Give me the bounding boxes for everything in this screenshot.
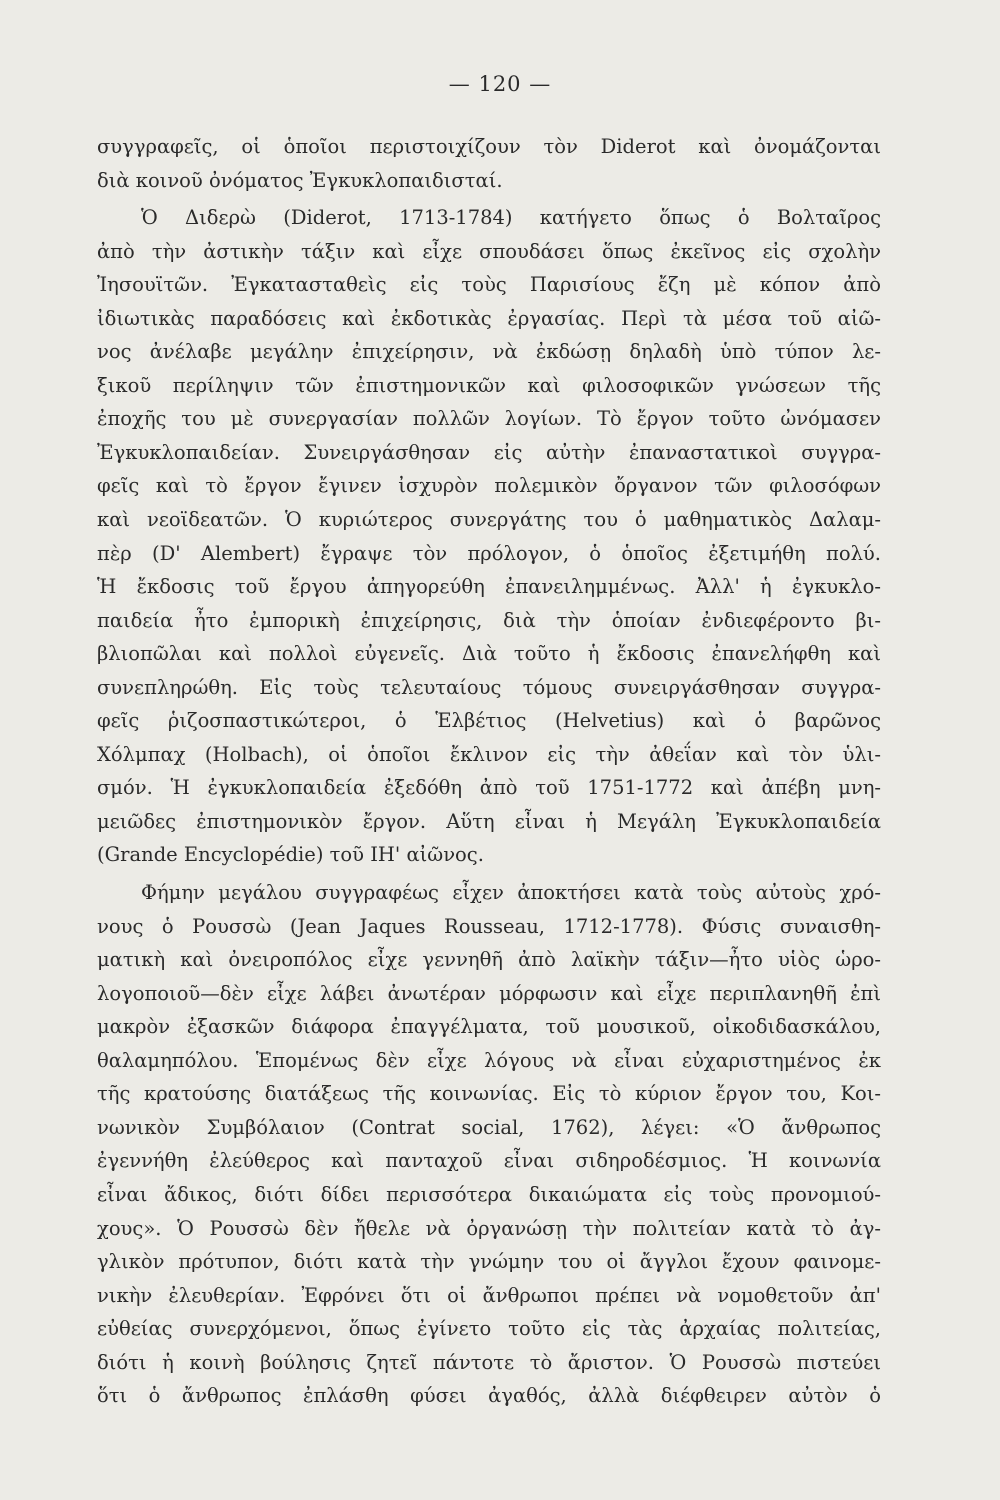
text-line: τῆς κρατούσης διατάξεως τῆς κοινωνίας. Εἰς τὸ κύριον ἔργον του, Κοι-: [97, 1082, 881, 1106]
text-line: Ὁ Διδερὼ (Diderot, 1713-1784) κατήγετο ὅπως ὁ Βολταῖρος: [141, 206, 881, 230]
text-line: γλικὸν πρότυπον, διότι κατὰ τὴν γνώμην του οἱ ἄγγλοι ἔχουν φαινομε-: [97, 1250, 881, 1274]
text-line: θαλαμηπόλου. Ἑπομένως δὲν εἶχε λόγους νὰ εἶναι εὐχαριστημένος ἐκ: [97, 1048, 881, 1072]
text-line: καὶ νεοϊδεατῶν. Ὁ κυριώτερος συνεργάτης του ὁ μαθηματικὸς Δαλαμ-: [97, 508, 881, 532]
paragraph-rousseau: [97, 876, 881, 1413]
text-line: ἀπὸ τὴν ἀστικὴν τάξιν καὶ εἶχε σπουδάσει ὅπως ἐκεῖνος εἰς σχολὴν: [97, 239, 881, 263]
text-line: μειῶδες ἐπιστημονικὸν ἔργον. Αὕτη εἶναι ἡ Μεγάλη Ἐγκυκλοπαιδεία: [97, 809, 881, 833]
text-line: πὲρ (D' Alembert) ἔγραψε τὸν πρόλογον, ὁ ὁποῖος ἐξετιμήθη πολύ.: [97, 541, 881, 565]
text-line: διὰ κοινοῦ ὀνόματος Ἐγκυκλοπαιδισταί.: [97, 168, 503, 192]
text-line: εὐθείας συνερχόμενοι, ὅπως ἐγίνετο τοῦτο εἰς τὰς ἀρχαίας πολιτείας,: [97, 1317, 881, 1341]
text-line: Χόλμπαχ (Holbach), οἱ ὁποῖοι ἔκλινον εἰς τὴν ἀθεΐαν καὶ τὸν ὑλι-: [97, 742, 881, 766]
text-line: λογοποιοῦ—δὲν εἶχε λάβει ἀνωτέραν μόρφωσιν καὶ εἶχε περιπλανηθῆ ἐπὶ: [97, 981, 881, 1005]
text-line: Ἡ ἔκδοσις τοῦ ἔργου ἀπηγορεύθη ἐπανειλημμένως. Ἀλλ' ἡ ἐγκυκλο-: [97, 575, 881, 599]
text-line: ἰδιωτικὰς παραδόσεις καὶ ἐκδοτικὰς ἐργασίας. Περὶ τὰ μέσα τοῦ αἰῶ-: [97, 306, 881, 330]
text-line: νωνικὸν Συμβόλαιον (Contrat social, 1762), λέγει: «Ὁ ἄνθρωπος: [97, 1115, 881, 1139]
page-number: — 120 —: [448, 72, 552, 96]
text-line: (Grande Encyclopédie) τοῦ ΙΗ' αἰῶνος.: [97, 843, 484, 867]
text-line: νικὴν ἐλευθερίαν. Ἐφρόνει ὅτι οἱ ἄνθρωποι πρέπει νὰ νομοθετοῦν ἀπ': [97, 1283, 881, 1307]
text-line: φεῖς καὶ τὸ ἔργον ἔγινεν ἰσχυρὸν πολεμικὸν ὄργανον τῶν φιλοσόφων: [97, 474, 881, 498]
text-line: διότι ἡ κοινὴ βούλησις ζητεῖ πάντοτε τὸ ἄριστον. Ὁ Ρουσσὼ πιστεύει: [97, 1350, 881, 1374]
text-line: Ἰησουϊτῶν. Ἐγκατασταθεὶς εἰς τοὺς Παρισίους ἔζη μὲ κόπον ἀπὸ: [97, 273, 881, 297]
text-line: σμόν. Ἡ ἐγκυκλοπαιδεία ἐξεδόθη ἀπὸ τοῦ 1751-1772 καὶ ἀπέβη μνη-: [97, 776, 881, 800]
text-line: Ἐγκυκλοπαιδείαν. Συνειργάσθησαν εἰς αὐτὴν ἐπαναστατικοὶ συγγρα-: [97, 440, 881, 464]
text-line: νος ἀνέλαβε μεγάλην ἐπιχείρησιν, νὰ ἐκδώσῃ δηλαδὴ ὑπὸ τύπον λε-: [97, 340, 881, 364]
text-line: βλιοπῶλαι καὶ πολλοὶ εὐγενεῖς. Διὰ τοῦτο ἡ ἔκδοσις ἐπανελήφθη καὶ: [97, 642, 881, 666]
text-line: Φήμην μεγάλου συγγραφέως εἶχεν ἀποκτήσει κατὰ τοὺς αὐτοὺς χρό-: [141, 881, 881, 905]
text-line: συνεπληρώθη. Εἰς τοὺς τελευταίους τόμους συνειργάσθησαν συγγρα-: [97, 675, 881, 699]
text-line: νους ὁ Ρουσσὼ (Jean Jaques Rousseau, 1712-1778). Φύσις συναισθη-: [97, 914, 881, 938]
text-line: ἐγεννήθη ἐλεύθερος καὶ πανταχοῦ εἶναι σιδηροδέσμιος. Ἡ κοινωνία: [97, 1149, 881, 1173]
body-text: [97, 130, 881, 1413]
text-line: συγγραφεῖς, οἱ ὁποῖοι περιστοιχίζουν τὸν Diderot καὶ ὀνομάζονται: [97, 135, 881, 158]
text-line: ὅτι ὁ ἄνθρωπος ἐπλάσθη φύσει ἀγαθός, ἀλλὰ διέφθειρεν αὐτὸν ὁ: [97, 1384, 881, 1408]
text-line: μακρὸν ἐξασκῶν διάφορα ἐπαγγέλματα, τοῦ μουσικοῦ, οἰκοδιδασκάλου,: [97, 1015, 881, 1039]
text-line: χους». Ὁ Ρουσσὼ δὲν ἤθελε νὰ ὀργανώσῃ τὴν πολιτείαν κατὰ τὸ ἀγ-: [97, 1216, 881, 1240]
paragraph-encyclopedists-intro: [97, 130, 881, 197]
paragraph-diderot: [97, 201, 881, 872]
text-line: εἶναι ἄδικος, διότι δίδει περισσότερα δικαιώματα εἰς τοὺς προνομιού-: [97, 1182, 881, 1206]
text-line: ἐποχῆς του μὲ συνεργασίαν πολλῶν λογίων. Τὸ ἔργον τοῦτο ὠνόμασεν: [97, 407, 881, 431]
text-line: ματικὴ καὶ ὀνειροπόλος εἶχε γεννηθῆ ἀπὸ λαϊκὴν τάξιν—ἦτο υἱὸς ὡρο-: [97, 948, 881, 972]
text-line: παιδεία ἦτο ἐμπορικὴ ἐπιχείρησις, διὰ τὴν ὁποίαν ἐνδιεφέροντο βι-: [97, 608, 881, 632]
text-line: φεῖς ῥιζοσπαστικώτεροι, ὁ Ἑλβέτιος (Helvetius) καὶ ὁ βαρῶνος: [97, 709, 881, 733]
text-line: ξικοῦ περίληψιν τῶν ἐπιστημονικῶν καὶ φιλοσοφικῶν γνώσεων τῆς: [97, 373, 881, 397]
